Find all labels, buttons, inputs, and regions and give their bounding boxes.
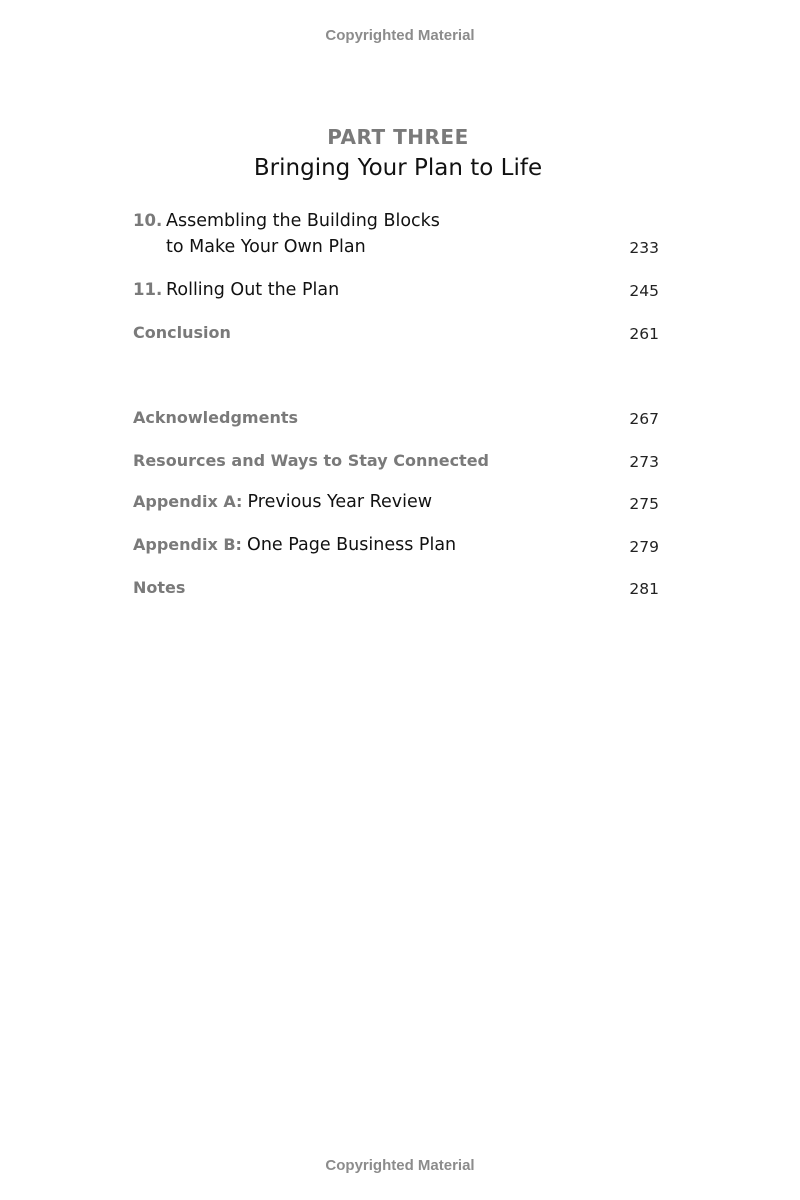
chapter-number: 11. (133, 280, 163, 299)
toc-entry-appendix-b[interactable] (133, 535, 659, 565)
appendix-prefix: Appendix B: (133, 535, 242, 554)
appendix-title: Previous Year Review (247, 492, 433, 512)
appendix-prefix: Appendix A: (133, 492, 243, 511)
toc-entry-appendix-a[interactable] (133, 492, 659, 522)
watermark-bottom: Copyrighted Material (325, 1157, 475, 1174)
page-number: 273 (629, 453, 659, 471)
page-number: 267 (629, 410, 659, 428)
watermark-top: Copyrighted Material (325, 27, 475, 44)
toc-entry-resources[interactable] (133, 451, 659, 481)
chapter-title-line1: Assembling the Building Blocks (166, 211, 440, 231)
chapter-title-line2: to Make Your Own Plan (166, 237, 366, 257)
chapter-number: 10. (133, 211, 163, 230)
chapter-title: Rolling Out the Plan (166, 280, 340, 300)
toc-entry-conclusion[interactable] (133, 323, 659, 353)
page-number: 279 (629, 538, 659, 556)
toc-entry-chapter-10[interactable] (133, 211, 659, 257)
page-number: 245 (629, 282, 659, 300)
page-number: 281 (629, 580, 659, 598)
toc-entry-chapter-11[interactable] (133, 280, 659, 310)
entry-title: Notes (133, 578, 186, 597)
toc-entry-acknowledgments[interactable] (133, 408, 659, 438)
page-number: 233 (629, 239, 659, 257)
part-label: PART THREE (327, 125, 469, 149)
page-number: 275 (629, 495, 659, 513)
toc-entry-notes[interactable] (133, 578, 659, 608)
part-title: Bringing Your Plan to Life (253, 155, 543, 181)
entry-title: Acknowledgments (133, 408, 298, 427)
entry-title: Conclusion (133, 323, 231, 342)
entry-title: Resources and Ways to Stay Connected (133, 451, 490, 470)
appendix-title: One Page Business Plan (247, 535, 457, 555)
page-number: 261 (629, 325, 659, 343)
